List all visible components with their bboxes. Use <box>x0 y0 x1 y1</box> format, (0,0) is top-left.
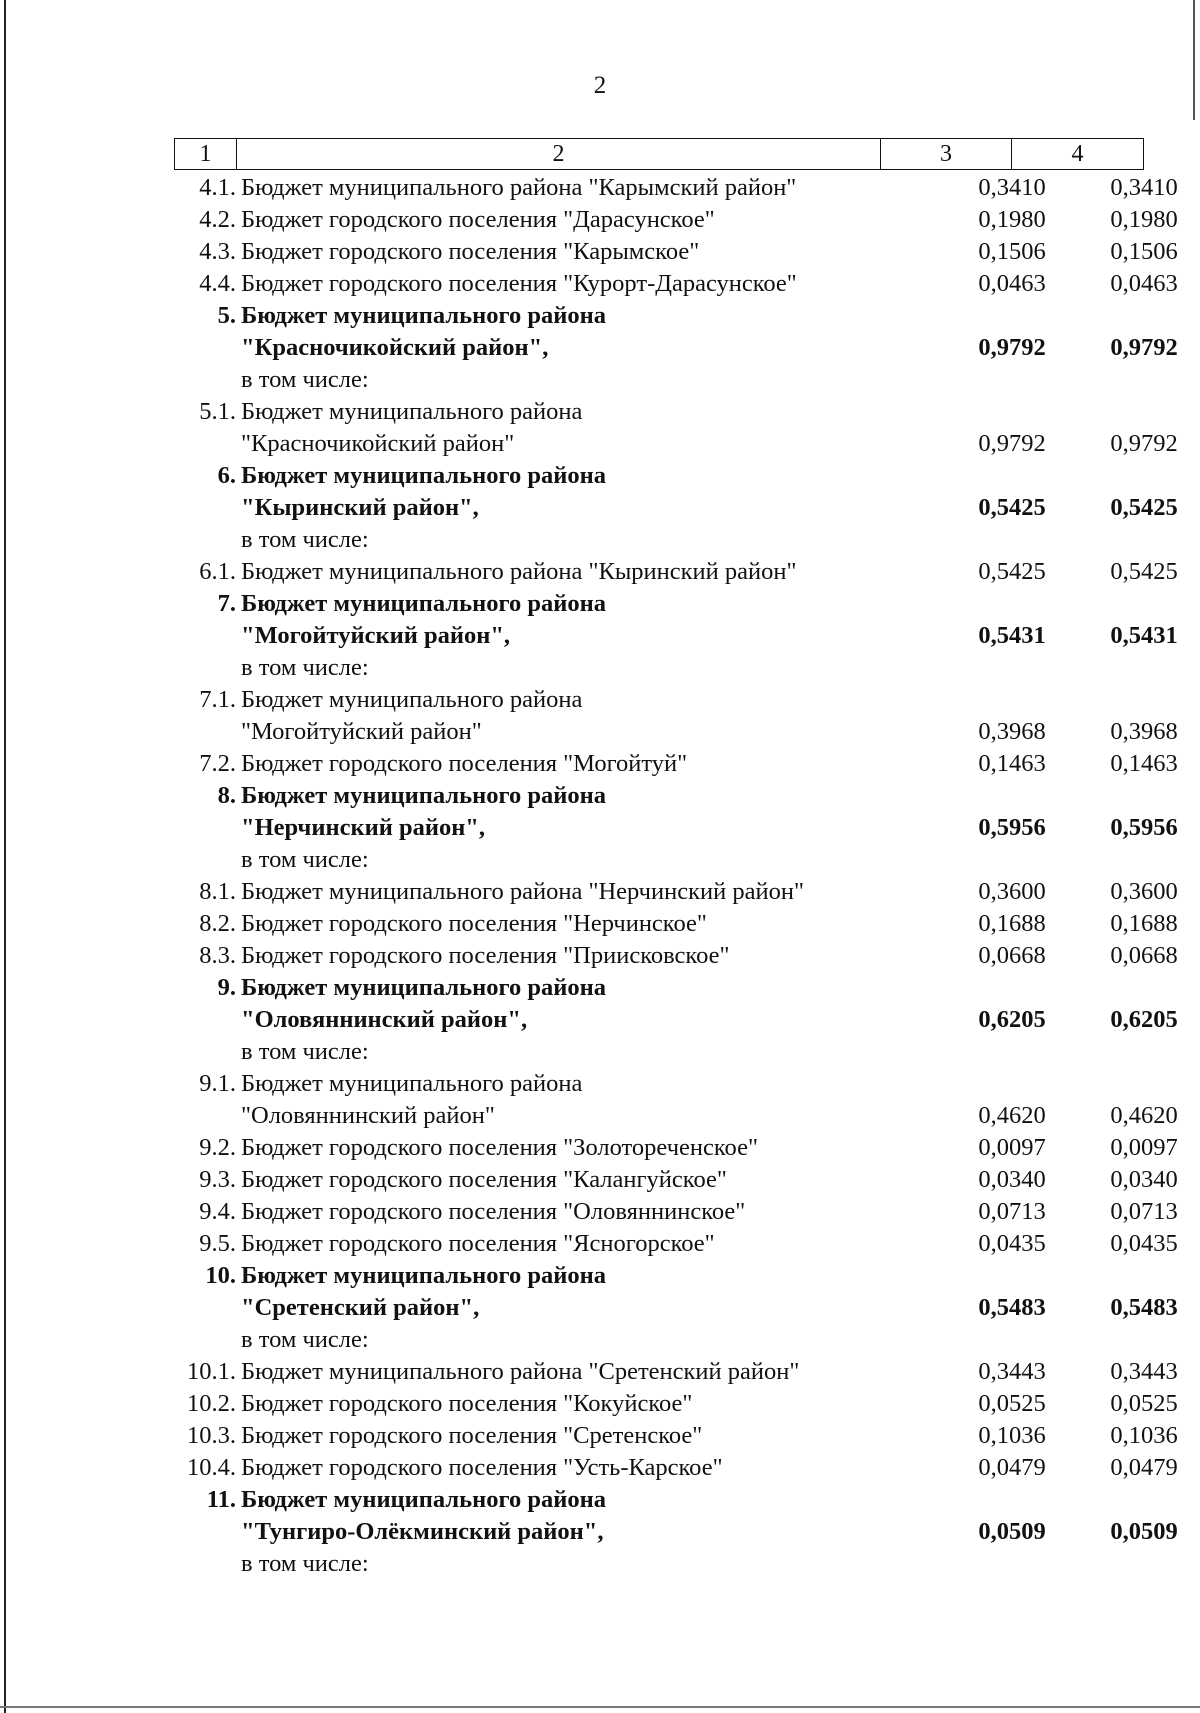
value-col-4: 0,0340 <box>1110 1166 1178 1193</box>
table-row <box>174 460 1178 556</box>
row-number: 9.4. <box>199 1198 236 1225</box>
value-col-3: 0,0713 <box>978 1198 1046 1225</box>
table-row <box>174 908 1178 940</box>
row-description <box>241 876 861 908</box>
value-col-3: 0,5425 <box>978 494 1046 521</box>
row-number: 9.3. <box>199 1166 236 1193</box>
value-col-4: 0,1688 <box>1110 910 1178 937</box>
table-row <box>174 172 1178 204</box>
value-col-4: 0,3600 <box>1110 878 1178 905</box>
value-col-3: 0,5431 <box>978 622 1046 649</box>
row-number: 10.2. <box>187 1390 236 1417</box>
value-col-4: 0,3410 <box>1110 174 1178 201</box>
value-col-4: 0,1506 <box>1110 238 1178 265</box>
value-col-3: 0,3968 <box>978 718 1046 745</box>
row-description <box>241 268 861 300</box>
row-number: 8.3. <box>199 942 236 969</box>
value-col-3: 0,1036 <box>978 1422 1046 1449</box>
scan-edge-right <box>1193 0 1195 120</box>
value-col-4: 0,5956 <box>1110 814 1178 841</box>
row-description-line: Бюджет муниципального района <box>241 462 606 489</box>
header-col-2: 2 <box>237 139 881 169</box>
row-description-line: в том числе: <box>241 366 369 393</box>
row-description-line: "Тунгиро-Олёкминский район", <box>241 1518 604 1545</box>
header-col-3: 3 <box>881 139 1012 169</box>
row-description-line: Бюджет городского поселения "Карымское" <box>241 238 700 265</box>
row-number: 5. <box>217 302 236 329</box>
table-row <box>174 940 1178 972</box>
page-number: 2 <box>593 72 607 99</box>
row-description <box>241 1452 861 1484</box>
row-number: 10.4. <box>187 1454 236 1481</box>
value-col-3: 0,9792 <box>978 430 1046 457</box>
row-description-line: в том числе: <box>241 526 369 553</box>
value-col-4: 0,1980 <box>1110 206 1178 233</box>
header-col-1: 1 <box>175 139 237 169</box>
row-description-line: Бюджет муниципального района <box>241 302 606 329</box>
table-row <box>174 1388 1178 1420</box>
row-description-line: Бюджет муниципального района <box>241 974 606 1001</box>
row-description-line: Бюджет городского поселения "Усть-Карское" <box>241 1454 723 1481</box>
row-description <box>241 1068 861 1132</box>
row-description-line: в том числе: <box>241 654 369 681</box>
value-col-4: 0,4620 <box>1110 1102 1178 1129</box>
value-col-3: 0,1688 <box>978 910 1046 937</box>
value-col-4: 0,3968 <box>1110 718 1178 745</box>
value-col-3: 0,5956 <box>978 814 1046 841</box>
value-col-4: 0,5425 <box>1110 558 1178 585</box>
table-row <box>174 1260 1178 1356</box>
value-col-3: 0,0340 <box>978 1166 1046 1193</box>
row-description-line: "Нерчинский район", <box>241 814 486 841</box>
row-description <box>241 1484 861 1580</box>
row-description <box>241 1356 861 1388</box>
scan-edge-bottom <box>0 1706 1200 1708</box>
value-col-3: 0,5425 <box>978 558 1046 585</box>
row-description-line: "Кыринский район", <box>241 494 479 521</box>
table-row <box>174 588 1178 684</box>
row-description <box>241 1132 861 1164</box>
row-description <box>241 588 861 684</box>
row-description-line: Бюджет городского поселения "Калангуйское" <box>241 1166 727 1193</box>
row-number: 6. <box>217 462 236 489</box>
row-description-line: Бюджет городского поселения "Золотореченское" <box>241 1134 758 1161</box>
row-description-line: в том числе: <box>241 1038 369 1065</box>
table-row <box>174 1228 1178 1260</box>
row-number: 7.1. <box>199 686 236 713</box>
table-row <box>174 236 1178 268</box>
row-description-line: Бюджет муниципального района <box>241 398 583 425</box>
value-col-4: 0,6205 <box>1110 1006 1178 1033</box>
value-col-3: 0,0097 <box>978 1134 1046 1161</box>
row-description-line: "Оловяннинский район", <box>241 1006 528 1033</box>
table-row <box>174 396 1178 460</box>
table-row <box>174 1068 1178 1132</box>
value-col-4: 0,0668 <box>1110 942 1178 969</box>
row-description <box>241 204 861 236</box>
table-row <box>174 204 1178 236</box>
value-col-4: 0,0435 <box>1110 1230 1178 1257</box>
value-col-4: 0,0463 <box>1110 270 1178 297</box>
row-number: 5.1. <box>199 398 236 425</box>
row-number: 4.1. <box>199 174 236 201</box>
value-col-3: 0,0435 <box>978 1230 1046 1257</box>
table-row <box>174 1420 1178 1452</box>
table-row <box>174 876 1178 908</box>
row-description-line: Бюджет муниципального района <box>241 782 606 809</box>
row-description-line: "Сретенский район", <box>241 1294 480 1321</box>
row-description-line: "Красночикойский район" <box>241 430 515 457</box>
row-description-line: "Могойтуйский район" <box>241 718 482 745</box>
row-description-line: Бюджет муниципального района <box>241 1486 606 1513</box>
row-description <box>241 460 861 556</box>
value-col-3: 0,3600 <box>978 878 1046 905</box>
table-row <box>174 300 1178 396</box>
value-col-4: 0,5425 <box>1110 494 1178 521</box>
row-description-line: Бюджет городского поселения "Приисковское" <box>241 942 730 969</box>
row-number: 9.2. <box>199 1134 236 1161</box>
row-description-line: "Оловяннинский район" <box>241 1102 495 1129</box>
row-number: 4.2. <box>199 206 236 233</box>
row-description-line: Бюджет муниципального района "Кыринский район" <box>241 558 797 585</box>
row-description <box>241 1420 861 1452</box>
row-number: 7. <box>217 590 236 617</box>
table-row <box>174 1196 1178 1228</box>
row-description-line: "Могойтуйский район", <box>241 622 511 649</box>
scan-edge-left <box>4 0 6 1713</box>
value-col-4: 0,9792 <box>1110 430 1178 457</box>
value-col-3: 0,0463 <box>978 270 1046 297</box>
row-description-line: Бюджет городского поселения "Могойтуй" <box>241 750 688 777</box>
table-row <box>174 1484 1178 1580</box>
table-row <box>174 748 1178 780</box>
row-number: 8.1. <box>199 878 236 905</box>
row-description <box>241 1228 861 1260</box>
value-col-3: 0,3410 <box>978 174 1046 201</box>
row-number: 7.2. <box>199 750 236 777</box>
row-description <box>241 236 861 268</box>
row-number: 10.1. <box>187 1358 236 1385</box>
table-row <box>174 1132 1178 1164</box>
value-col-4: 0,0509 <box>1110 1518 1178 1545</box>
row-number: 6.1. <box>199 558 236 585</box>
table-body <box>174 172 1178 1580</box>
row-number: 11. <box>206 1486 236 1513</box>
row-number: 9. <box>217 974 236 1001</box>
row-description-line: Бюджет городского поселения "Курорт-Дарасунское" <box>241 270 797 297</box>
row-description <box>241 748 861 780</box>
row-description <box>241 684 861 748</box>
row-number: 10. <box>205 1262 236 1289</box>
row-number: 4.3. <box>199 238 236 265</box>
row-description-line: Бюджет городского поселения "Сретенское" <box>241 1422 703 1449</box>
table-row <box>174 780 1178 876</box>
row-description-line: Бюджет городского поселения "Ясногорское" <box>241 1230 715 1257</box>
value-col-3: 0,0479 <box>978 1454 1046 1481</box>
value-col-4: 0,0479 <box>1110 1454 1178 1481</box>
row-description <box>241 300 861 396</box>
row-description-line: Бюджет городского поселения "Дарасунское" <box>241 206 715 233</box>
row-description-line: Бюджет муниципального района <box>241 590 606 617</box>
row-description <box>241 556 861 588</box>
table-row <box>174 1356 1178 1388</box>
row-description-line: в том числе: <box>241 1550 369 1577</box>
value-col-4: 0,0713 <box>1110 1198 1178 1225</box>
row-description-line: Бюджет муниципального района <box>241 686 583 713</box>
row-description-line: Бюджет городского поселения "Нерчинское" <box>241 910 707 937</box>
row-description <box>241 1196 861 1228</box>
row-description-line: Бюджет муниципального района "Сретенский район" <box>241 1358 800 1385</box>
row-number: 4.4. <box>199 270 236 297</box>
value-col-3: 0,1980 <box>978 206 1046 233</box>
row-description <box>241 1260 861 1356</box>
value-col-3: 0,9792 <box>978 334 1046 361</box>
table-row <box>174 268 1178 300</box>
row-description <box>241 172 861 204</box>
row-description <box>241 940 861 972</box>
value-col-4: 0,5431 <box>1110 622 1178 649</box>
row-description <box>241 972 861 1068</box>
row-description-line: Бюджет городского поселения "Кокуйское" <box>241 1390 693 1417</box>
row-number: 8. <box>217 782 236 809</box>
value-col-4: 0,3443 <box>1110 1358 1178 1385</box>
row-number: 9.5. <box>199 1230 236 1257</box>
row-description-line: Бюджет муниципального района <box>241 1070 583 1097</box>
row-number: 9.1. <box>199 1070 236 1097</box>
row-description-line: в том числе: <box>241 1326 369 1353</box>
table-row <box>174 972 1178 1068</box>
row-number: 8.2. <box>199 910 236 937</box>
row-description-line: в том числе: <box>241 846 369 873</box>
table-row <box>174 1452 1178 1484</box>
table-row <box>174 684 1178 748</box>
row-description-line: Бюджет муниципального района "Карымский район" <box>241 174 797 201</box>
value-col-3: 0,0525 <box>978 1390 1046 1417</box>
value-col-4: 0,1463 <box>1110 750 1178 777</box>
row-description <box>241 780 861 876</box>
row-description <box>241 1388 861 1420</box>
row-description <box>241 396 861 460</box>
row-number: 10.3. <box>187 1422 236 1449</box>
value-col-4: 0,9792 <box>1110 334 1178 361</box>
table-row <box>174 556 1178 588</box>
row-description <box>241 1164 861 1196</box>
value-col-4: 0,5483 <box>1110 1294 1178 1321</box>
value-col-3: 0,1463 <box>978 750 1046 777</box>
value-col-3: 0,0509 <box>978 1518 1046 1545</box>
value-col-3: 0,6205 <box>978 1006 1046 1033</box>
row-description-line: Бюджет муниципального района "Нерчинский район" <box>241 878 804 905</box>
value-col-3: 0,4620 <box>978 1102 1046 1129</box>
value-col-3: 0,3443 <box>978 1358 1046 1385</box>
table-row <box>174 1164 1178 1196</box>
value-col-3: 0,0668 <box>978 942 1046 969</box>
row-description-line: Бюджет муниципального района <box>241 1262 606 1289</box>
row-description <box>241 908 861 940</box>
table-header <box>174 138 1144 170</box>
row-description-line: "Красночикойский район", <box>241 334 549 361</box>
value-col-4: 0,0097 <box>1110 1134 1178 1161</box>
value-col-3: 0,1506 <box>978 238 1046 265</box>
value-col-4: 0,0525 <box>1110 1390 1178 1417</box>
value-col-4: 0,1036 <box>1110 1422 1178 1449</box>
value-col-3: 0,5483 <box>978 1294 1046 1321</box>
row-description-line: Бюджет городского поселения "Оловяннинское" <box>241 1198 746 1225</box>
header-col-4: 4 <box>1071 141 1084 167</box>
